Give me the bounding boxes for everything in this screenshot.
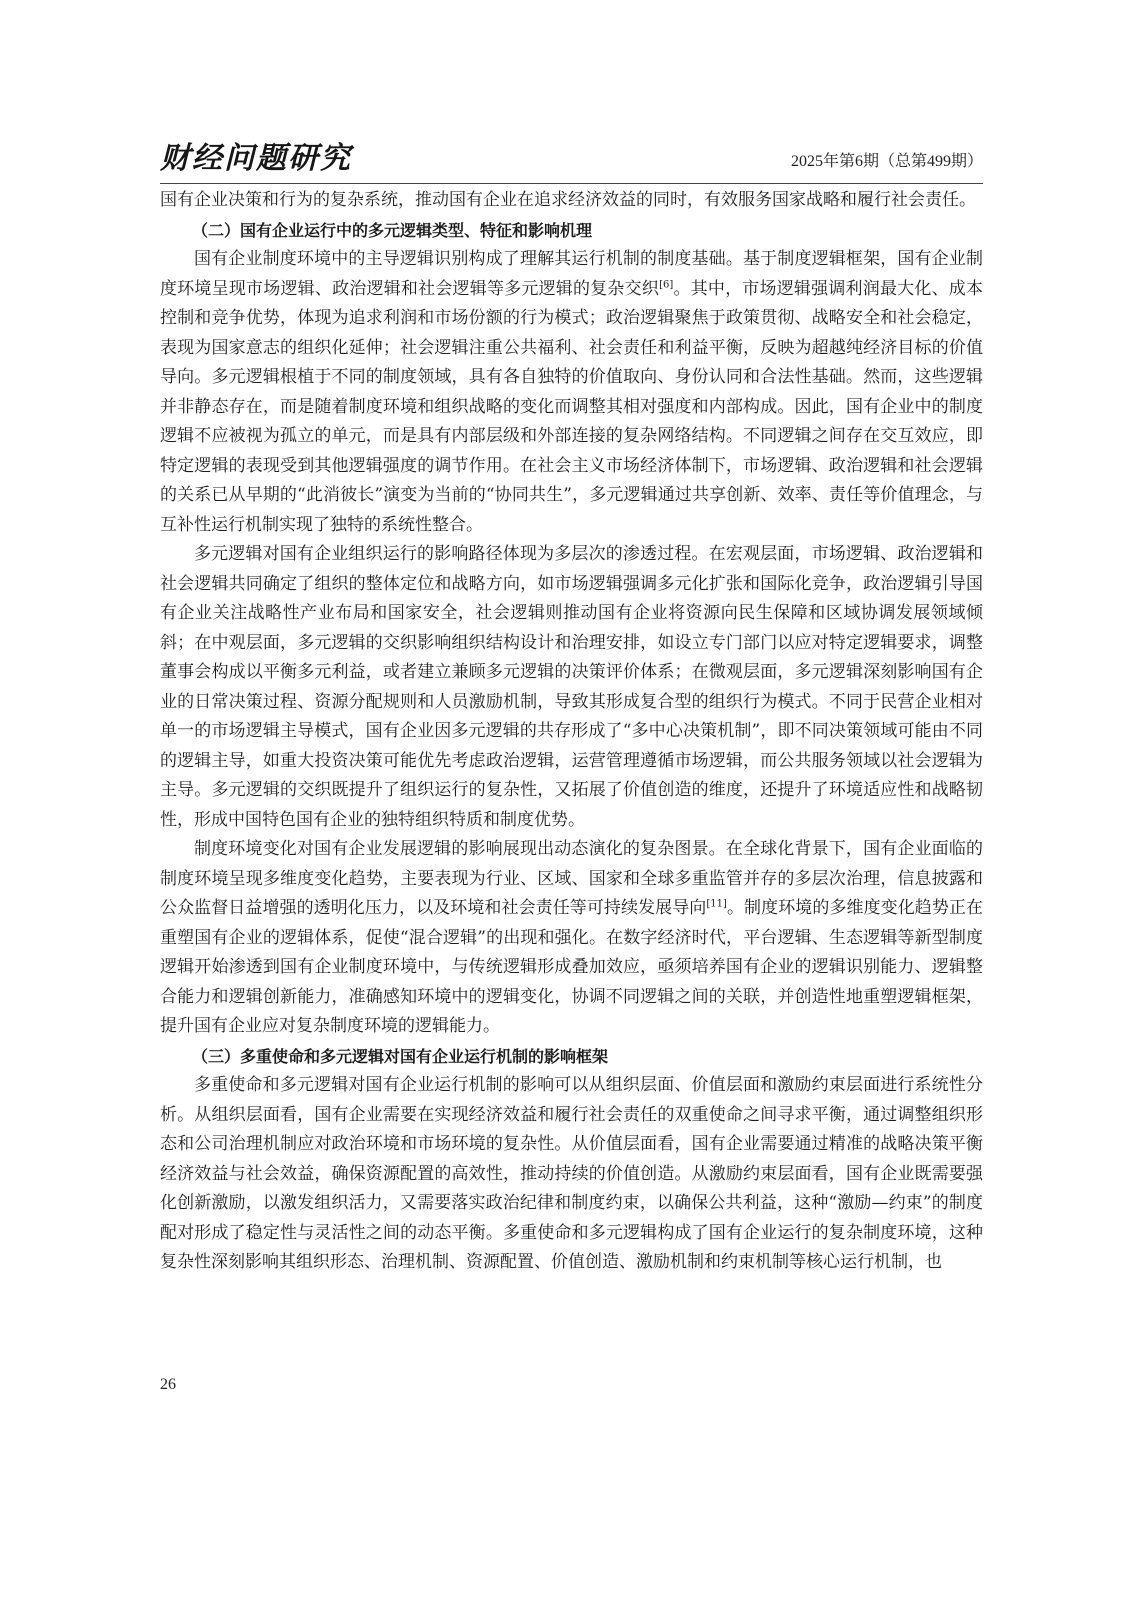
section-heading-2: （二）国有企业运行中的多元逻辑类型、特征和影响机理 <box>192 220 593 240</box>
article-body <box>160 186 983 1278</box>
running-header <box>160 140 983 186</box>
paragraph-text: 制度环境变化对国有企业发展逻辑的影响展现出动态演化的复杂图景。在全球化背景下，国有企业面临的制度环境呈现多维度变化趋势，主要表现为行业、区域、国家和全球多重监管并存的多层次治理，信息披露和公众监督日益增强的透明化压力，以及环境和社会责任等可持续发展导向 <box>160 839 983 918</box>
journal-logo: 财经问题研究 <box>160 141 352 176</box>
paragraph-environment-change <box>160 835 983 1042</box>
paragraph-continued: 国有企业决策和行为的复杂系统，推动国有企业在追求经济效益的同时，有效服务国家战略和履行社会责任。 <box>160 190 976 210</box>
header-divider <box>160 183 983 184</box>
paragraph-influence-path: 多元逻辑对国有企业组织运行的影响路径体现为多层次的渗透过程。在宏观层面，市场逻辑、政治逻辑和社会逻辑共同确定了组织的整体定位和战略方向，如市场逻辑强调多元化扩张和国际化竞争，政治逻辑引导国有企业关注战略性产业布局和国家安全，社会逻辑则推动国有企业将资源向民生保障和区域协调发展领域倾斜；在中观层面，多元逻辑的交织影响组织结构设计和治理安排，如设立专门部门以应对特定逻辑要求，调整董事会构成以平衡多元利益，或者建立兼顾多元逻辑的决策评价体系；在微观层面，多元逻辑深刻影响国有企业的日常决策过程、资源分配规则和人员激励机制，导致其形成复合型的组织行为模式。不同于民营企业相对单一的市场逻辑主导模式，国有企业因多元逻辑的共存形成了“多中心决策机制”，即不同决策领域可能由不同的逻辑主导，如重大投资决策可能优先考虑政治逻辑，运营管理遵循市场逻辑，而公共服务领域以社会逻辑为主导。多元逻辑的交织既提升了组织运行的复杂性，又拓展了价值创造的维度，还提升了环境适应性和战略韧性，形成中国特色国有企业的独特组织特质和制度优势。 <box>160 544 983 830</box>
citation-ref[interactable]: [11] <box>706 898 727 910</box>
section-heading-3: （三）多重使命和多元逻辑对国有企业运行机制的影响框架 <box>192 1046 609 1066</box>
paragraph-text: 。其中，市场逻辑强调利润最大化、成本控制和竞争优势，体现为追求利润和市场份额的行为模式；政治逻辑聚焦于政策贯彻、战略安全和社会稳定，表现为国家意志的组织化延伸；社会逻辑注重公共福利、社会责任和利益平衡，反映为超越纯经济目标的价值导向。多元逻辑根植于不同的制度领域，具有各自独特的价值取向、身份认同和合法性基础。然而，这些逻辑并非静态存在，而是随着制度环境和组织战略的变化而调整其相对强度和内部构成。因此，国有企业中的制度逻辑不应被视为孤立的单元，而是具有内部层级和外部连接的复杂网络结构。不同逻辑之间存在交互效应，即特定逻辑的表现受到其他逻辑强度的调节作用。在社会主义市场经济体制下，市场逻辑、政治逻辑和社会逻辑的关系已从早期的“此消彼长”演变为当前的“协同共生”，多元逻辑通过共享创新、效率、责任等价值理念，与互补性运行机制实现了独特的系统性整合。 <box>160 278 984 535</box>
paragraph-framework: 多重使命和多元逻辑对国有企业运行机制的影响可以从组织层面、价值层面和激励约束层面进行系统性分析。从组织层面看，国有企业需要在实现经济效益和履行社会责任的双重使命之间寻求平衡，通过调整组织形态和公司治理机制应对政治环境和市场环境的复杂性。从价值层面看，国有企业需要通过精准的战略决策平衡经济效益与社会效益，确保资源配置的高效性，推动持续的价值创造。从激励约束层面看，国有企业既需要强化创新激励，以激发组织活力，又需要落实政治纪律和制度约束，以确保公共利益，这种“激励—约束”的制度配对形成了稳定性与灵活性之间的动态平衡。多重使命和多元逻辑构成了国有企业运行的复杂制度环境，这种复杂性深刻影响其组织形态、治理机制、资源配置、价值创造、激励机制和约束机制等核心运行机制，也 <box>160 1075 983 1272</box>
paragraph-text: 国有企业制度环境中的主导逻辑识别构成了理解其运行机制的制度基础。基于制度逻辑框架，国有企业制度环境呈现市场逻辑、政治逻辑和社会逻辑等多元逻辑的复杂交织 <box>160 249 983 299</box>
paragraph-dominant-logic <box>160 245 983 540</box>
issue-info: 2025年第6期（总第499期） <box>790 153 983 170</box>
citation-ref[interactable]: [6] <box>659 278 674 290</box>
paragraph-text: 。制度环境的多维度变化趋势正在重塑国有企业的逻辑体系，促使“混合逻辑”的出现和强化。在数字经济时代，平台逻辑、生态逻辑等新型制度逻辑开始渗透到国有企业制度环境中，与传统逻辑形成叠加效应，亟须培养国有企业的逻辑识别能力、逻辑整合能力和逻辑创新能力，准确感知环境中的逻辑变化，协调不同逻辑之间的关联，并创造性地重塑逻辑框架，提升国有企业应对复杂制度环境的逻辑能力。 <box>160 898 984 1036</box>
page-number: 26 <box>160 1376 176 1393</box>
